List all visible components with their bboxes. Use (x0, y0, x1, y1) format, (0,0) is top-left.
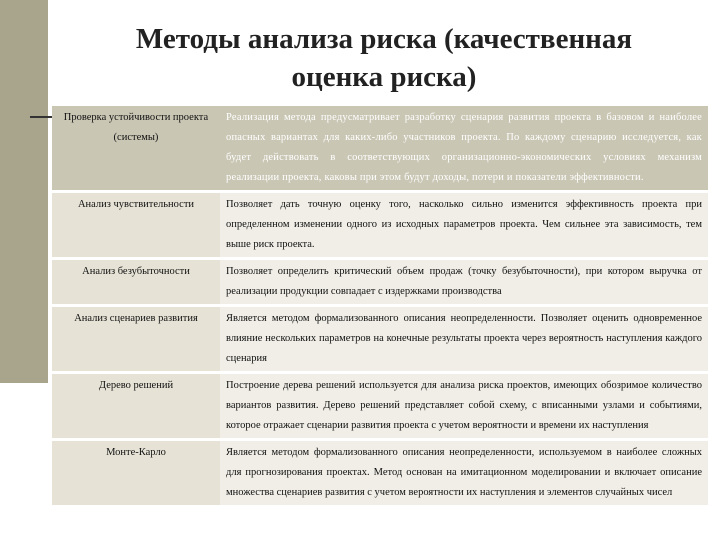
method-description: Позволяет дать точную оценку того, насколько сильно изменится эффективность проекта при определенном изменении одного из исходных параметров проекта. Чем сильнее эта зависимость, тем выше риск проекта. (220, 193, 708, 257)
method-description: Построение дерева решений используется для анализа риска проектов, имеющих обозримое количество вариантов развития. Дерево решений представляет собой схему, с вписанными узлами и событиями, которое отражает сценарии развития проекта с учетом вероятности и времени их наступления (220, 374, 708, 438)
method-name: Анализ чувствительности (52, 193, 220, 257)
table-row (52, 374, 708, 438)
methods-table (52, 103, 708, 508)
decorative-sidebar (0, 0, 48, 383)
method-description: Реализация метода предусматривает разработку сценария развития проекта в базовом и наиболее опасных вариантах для каких-либо участников проекта. По каждому сценарию исследуется, как будет действовать в соответствующих организационно-экономических условиях механизм реализации проекта, каковы при этом будут доходы, потери и показатели эффективности. (220, 106, 708, 190)
slide-title-line-2: оценка риска) (291, 61, 477, 93)
method-name: Анализ сценариев развития (52, 307, 220, 371)
method-name: Анализ безубыточности (52, 260, 220, 304)
method-description: Является методом формализованного описания неопределенности. Позволяет оценить одновременное влияние нескольких параметров на конечные результаты проекта через вероятность наступления каждого сценария (220, 307, 708, 371)
table-row (52, 307, 708, 371)
method-description: Позволяет определить критический объем продаж (точку безубыточности), при котором выручка от реализации продукции совпадает с издержками производства (220, 260, 708, 304)
table-row (52, 260, 708, 304)
table-row (52, 106, 708, 190)
table-row (52, 193, 708, 257)
slide-title (48, 20, 720, 96)
method-name: Монте-Карло (52, 441, 220, 505)
table-row (52, 441, 708, 505)
decorative-line (30, 116, 52, 118)
method-description: Является методом формализованного описания неопределенности, используемом в наиболее сложных для прогнозирования проектах. Метод основан на имитационном моделировании и включает описание множества сценариев развития с учетом вероятности их наступления и элементов случайных чисел (220, 441, 708, 505)
method-name: Проверка устойчивости проекта (системы) (52, 106, 220, 190)
slide-title-line-1: Методы анализа риска (качественная (135, 23, 633, 55)
method-name: Дерево решений (52, 374, 220, 438)
